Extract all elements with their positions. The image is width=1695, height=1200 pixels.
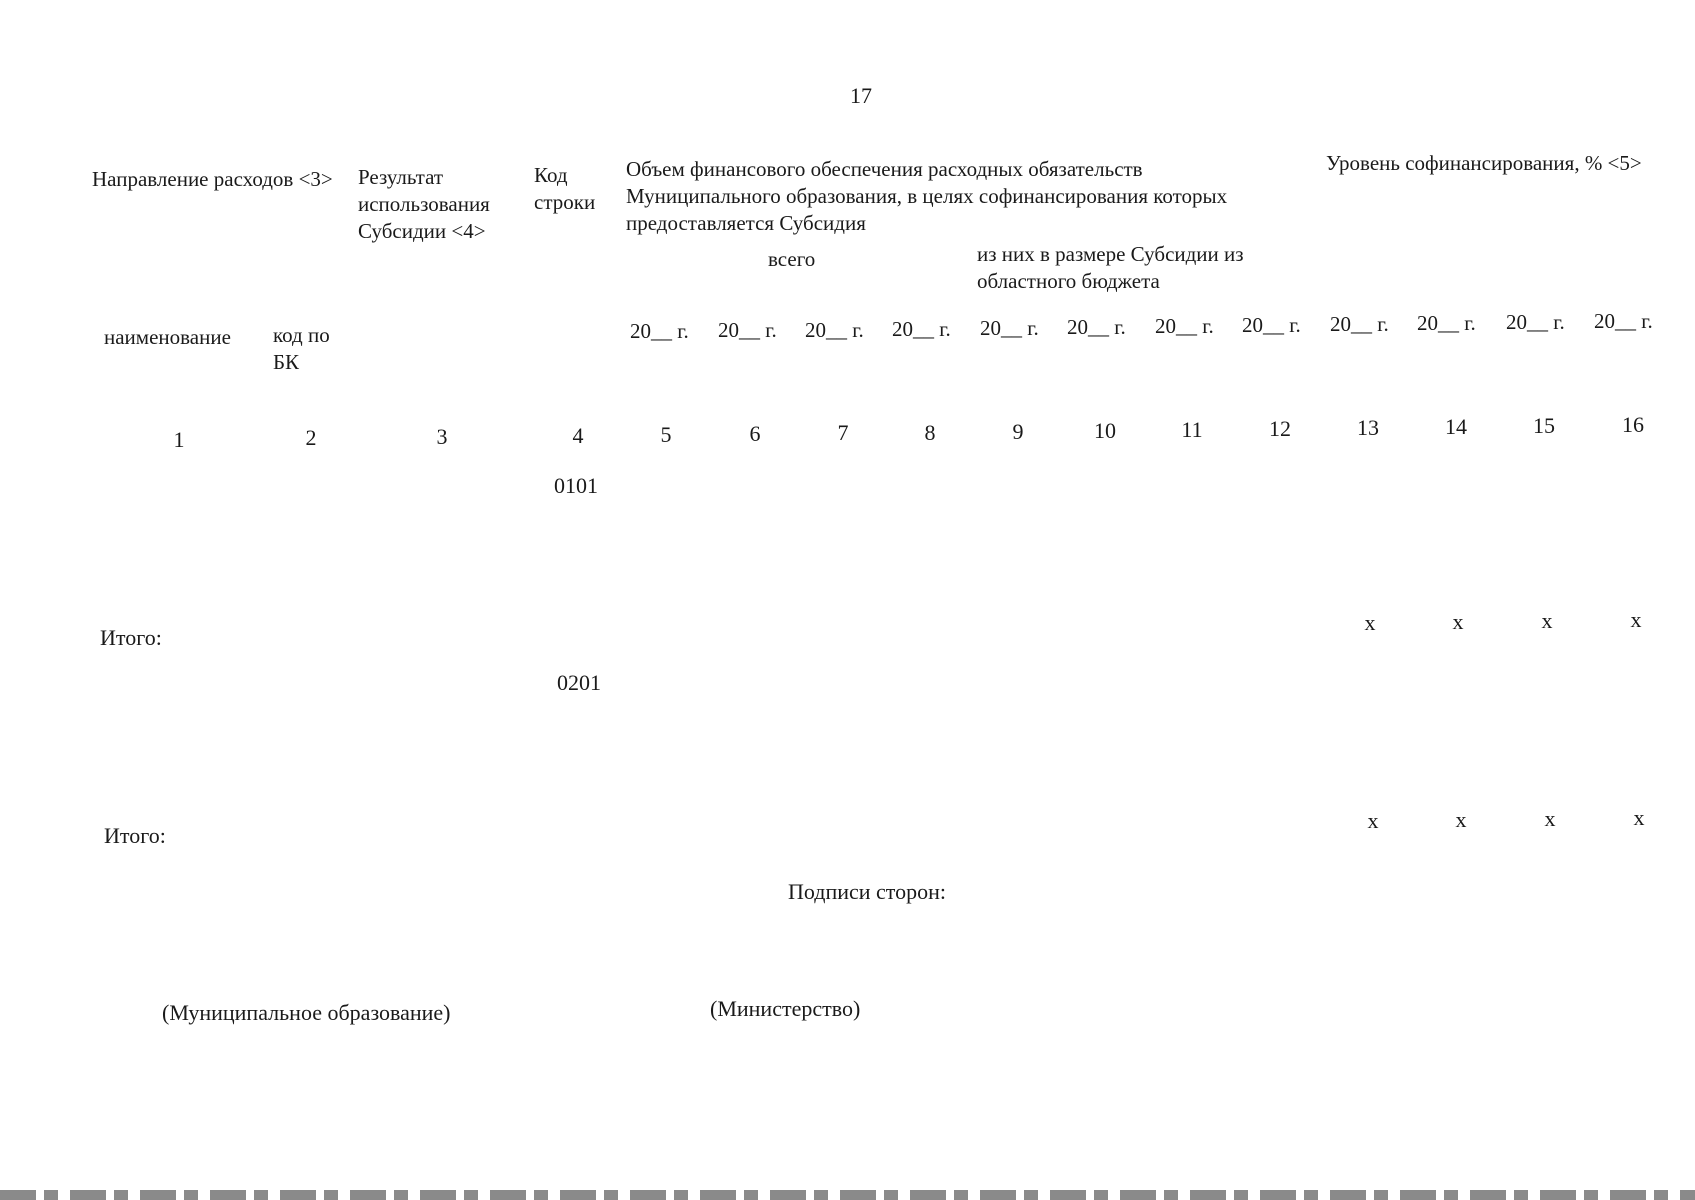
column-number: 11 xyxy=(1181,417,1203,442)
year-label-col-12: 20__ г. xyxy=(1242,313,1301,337)
header-of-which: из них в размере Субсидии из областного бюджета xyxy=(977,242,1244,293)
column-number: 7 xyxy=(837,420,849,445)
year-label-col-7: 20__ г. xyxy=(805,318,864,342)
year-label-col-15: 20__ г. xyxy=(1506,310,1565,334)
year-label-col-10: 20__ г. xyxy=(1067,315,1126,339)
column-number: 8 xyxy=(924,420,936,445)
total-label: Итого: xyxy=(104,823,166,848)
header-bk-code: код по БК xyxy=(273,323,330,374)
header-line-code: Код строки xyxy=(534,163,596,214)
column-number: 13 xyxy=(1357,415,1379,440)
year-label-col-5: 20__ г. xyxy=(630,319,689,343)
column-number: 5 xyxy=(660,422,672,447)
signature-municipal: (Муниципальное образование) xyxy=(162,1000,451,1025)
year-label-col-9: 20__ г. xyxy=(980,316,1039,340)
x-mark: x xyxy=(1455,807,1467,832)
header-volume: Объем финансового обеспечения расходных обязательств Муниципального образования, в целях софинансирования которых предоставляется Субсидия xyxy=(626,157,1228,235)
year-label-col-14: 20__ г. xyxy=(1417,311,1476,335)
x-mark: x xyxy=(1633,805,1645,830)
header-name: наименование xyxy=(104,325,231,349)
column-number: 6 xyxy=(749,421,761,446)
year-label-col-16: 20__ г. xyxy=(1594,309,1653,333)
header-cofinancing: Уровень софинансирования, % <5> xyxy=(1326,151,1642,175)
column-number: 16 xyxy=(1622,412,1644,437)
x-mark: x xyxy=(1630,607,1642,632)
signatures-title: Подписи сторон: xyxy=(788,879,947,904)
x-mark: x xyxy=(1367,808,1379,833)
total-label: Итого: xyxy=(100,625,162,650)
x-mark: x xyxy=(1544,806,1556,831)
year-label-col-6: 20__ г. xyxy=(718,318,777,342)
column-number: 15 xyxy=(1533,413,1555,438)
column-number: 14 xyxy=(1445,414,1467,439)
column-number: 9 xyxy=(1012,419,1024,444)
column-number: 10 xyxy=(1094,418,1116,443)
x-mark: x xyxy=(1364,610,1376,635)
row-code: 0101 xyxy=(554,473,598,498)
row-code: 0201 xyxy=(557,670,601,695)
column-number: 12 xyxy=(1269,416,1291,441)
x-mark: x xyxy=(1541,608,1553,633)
column-number: 2 xyxy=(305,425,317,450)
column-number: 4 xyxy=(572,423,584,448)
year-label-col-8: 20__ г. xyxy=(892,317,951,341)
page-number: 17 xyxy=(850,83,872,108)
signature-ministry: (Министерство) xyxy=(710,996,861,1021)
year-label-col-13: 20__ г. xyxy=(1330,312,1389,336)
column-number: 3 xyxy=(436,424,448,449)
column-number: 1 xyxy=(173,427,185,452)
header-result: Результат использования Субсидии <4> xyxy=(358,165,490,243)
year-label-col-11: 20__ г. xyxy=(1155,314,1214,338)
header-total: всего xyxy=(768,247,816,271)
header-direction: Направление расходов <3> xyxy=(92,167,333,191)
scan-edge-strip xyxy=(0,1190,1695,1200)
x-mark: x xyxy=(1452,609,1464,634)
